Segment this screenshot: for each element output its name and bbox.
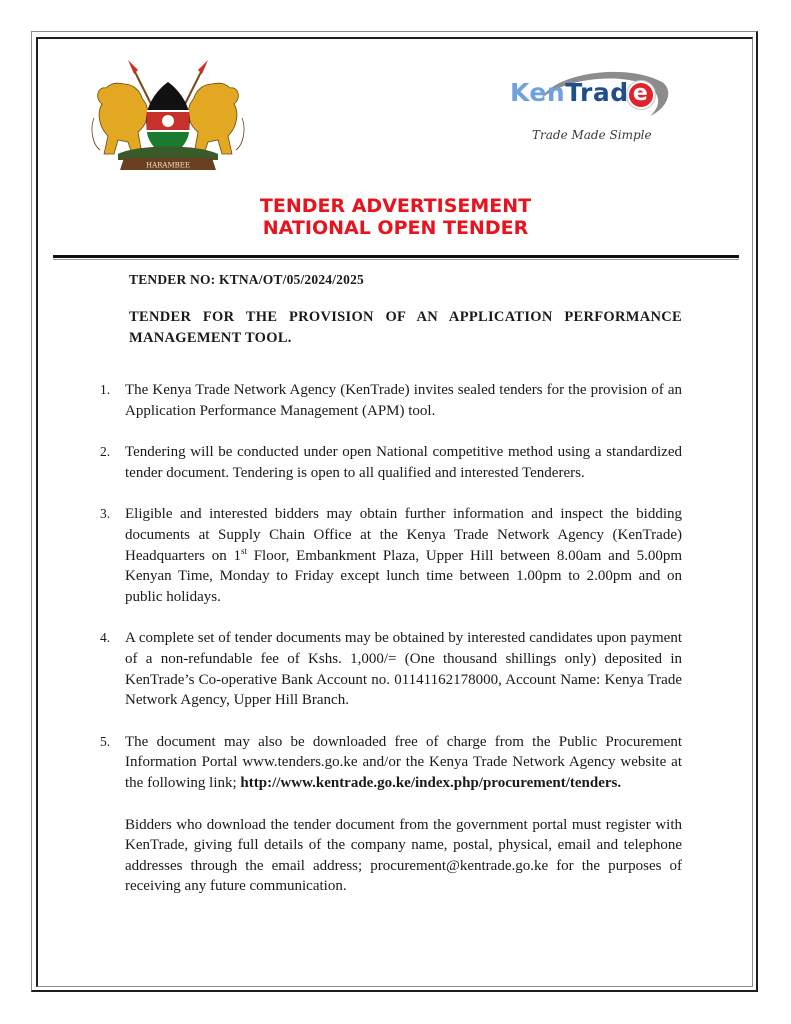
kentrade-logo bbox=[496, 64, 686, 154]
logo-e-icon: e bbox=[629, 83, 653, 107]
item-number: 2. bbox=[100, 444, 111, 460]
list-item bbox=[100, 628, 682, 710]
logo-tagline: Trade Made Simple bbox=[532, 128, 652, 142]
right-spear-icon bbox=[198, 60, 208, 74]
headline-tender-advertisement: TENDER ADVERTISEMENT bbox=[259, 195, 532, 217]
logo-wordmark bbox=[510, 78, 653, 107]
tender-number: TENDER NO: KTNA/OT/05/2024/2025 bbox=[129, 272, 364, 287]
item-text: Tendering will be conducted under open National competitive method using a standardized tender document. Tendering is open to all qualified and interested Tenderers. bbox=[125, 444, 682, 481]
item-text: A complete set of tender documents may be obtained by interested candidates upon payment of a non-refundable fee of Kshs. 1,000/= (One thousand shillings only) deposited in KenTrade’s Co-operative Bank Account no. 01141162178000, Account Name: Kenya Trade Network Agency, Upper Hill Branch. bbox=[125, 630, 682, 709]
list-item bbox=[100, 380, 682, 421]
logo-ken: Ken bbox=[510, 78, 566, 107]
registration-note: Bidders who download the tender document from the government portal must register with KenTrade, giving full details of the company name, postal, physical, email and telephone addresses through the email address; procurement@kentrade.go.ke for the purposes of receiving any future communication. bbox=[125, 816, 682, 895]
list-item bbox=[100, 442, 682, 483]
tender-title: TENDER FOR THE PROVISION OF AN APPLICATION PERFORMANCE MANAGEMENT TOOL. bbox=[129, 309, 682, 346]
left-lion-icon bbox=[92, 83, 148, 154]
item-number: 1. bbox=[100, 382, 111, 397]
list-item bbox=[100, 732, 682, 794]
item-number: 5. bbox=[100, 733, 111, 749]
item-number: 4. bbox=[100, 630, 111, 646]
right-lion-icon bbox=[188, 83, 244, 154]
item-text-a: Eligible and interested bidders may obtain further information and inspect the bidding documents at Supply Chain Office at the Kenya Trade Network Agency (KenTrade) Headquarters on 1 bbox=[125, 506, 682, 564]
headline-national-open-tender: NATIONAL OPEN TENDER bbox=[262, 217, 529, 239]
item-text: The document may also be downloaded free of charge from the Public Procurement Information Portal www.tenders.go.ke and/or the Kenya Trade Network Agency website at the following link; bbox=[125, 733, 682, 791]
left-spear-icon bbox=[128, 60, 138, 74]
procurement-tenders-link[interactable]: http://www.kentrade.go.ke/index.php/procurement/tenders. bbox=[240, 774, 622, 791]
item-superscript: st bbox=[240, 545, 247, 556]
logo-trad: Trad bbox=[565, 78, 629, 107]
item-number: 3. bbox=[100, 506, 111, 522]
section-divider-shadow bbox=[53, 259, 739, 260]
item-text: The Kenya Trade Network Agency (KenTrade) invites sealed tenders for the provision of an Application Performance Management (APM) tool. bbox=[125, 382, 682, 419]
list-item bbox=[100, 504, 682, 607]
section-divider bbox=[53, 255, 739, 258]
kenya-coat-of-arms-icon bbox=[88, 58, 248, 174]
motto-text: HARAMBEE bbox=[145, 161, 191, 170]
item-text-b: Floor, Embankment Plaza, Upper Hill between 8.00am and 5.00pm Kenyan Time, Monday to Friday except lunch time between 1.00pm to 2.00pm and on public holidays. bbox=[125, 547, 682, 605]
tender-items-list bbox=[100, 380, 682, 897]
